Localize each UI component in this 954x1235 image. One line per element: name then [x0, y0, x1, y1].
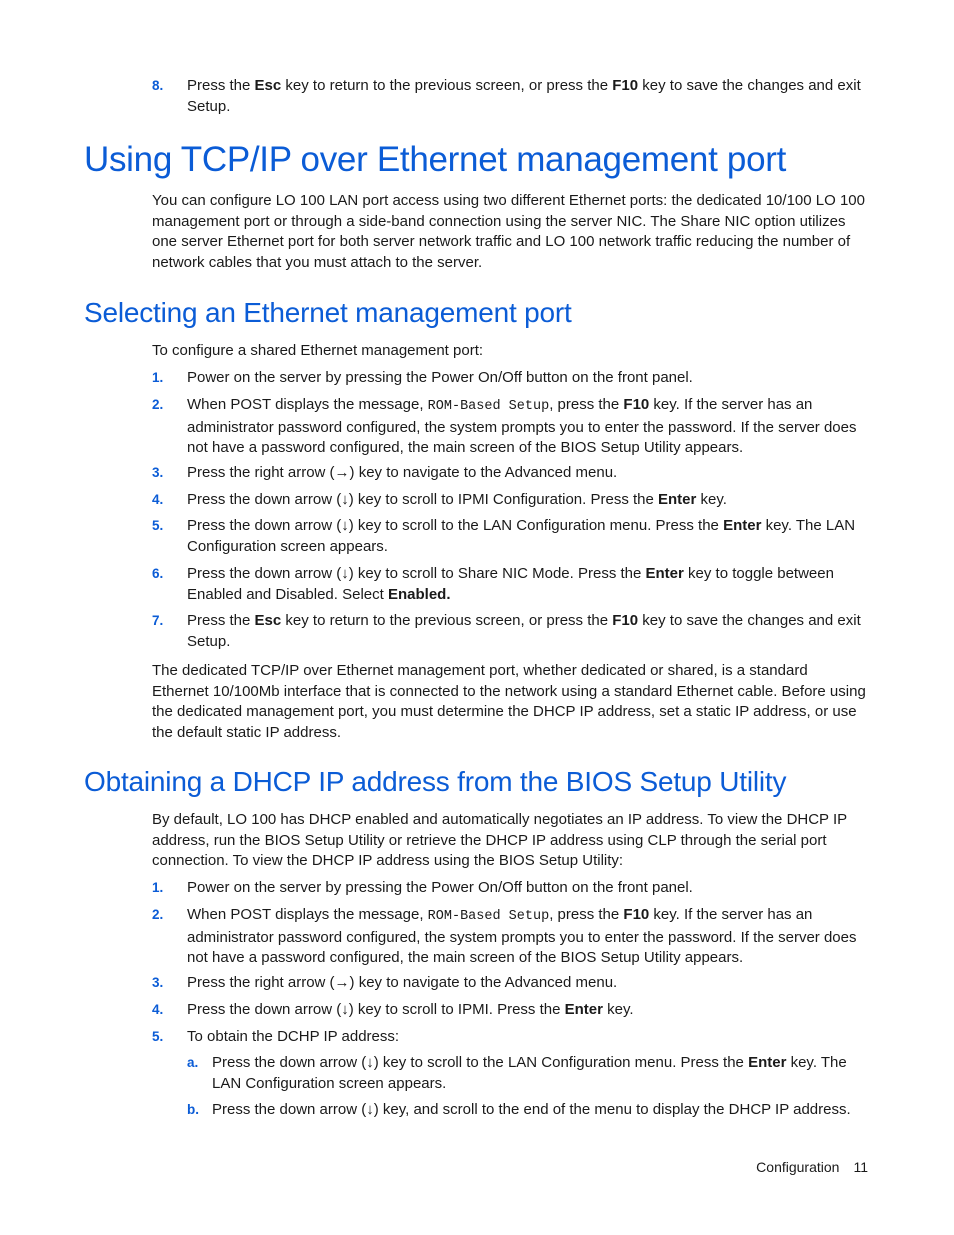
s3-substep-a — [187, 1053, 868, 1094]
key-enter: Enter — [748, 1054, 787, 1071]
step-number: 4. — [152, 1002, 164, 1017]
substep-letter: a. — [187, 1055, 199, 1070]
step-text: Power on the server by pressing the Power On/Off button on the front panel. — [187, 369, 693, 386]
page-number: 11 — [853, 1159, 868, 1175]
step-text: Press the down arrow (↓) key to scroll to IPMI. Press the Enter key. — [187, 1001, 634, 1018]
s3-step-3 — [152, 973, 868, 994]
step-number: 6. — [152, 566, 164, 581]
step-text: Press the down arrow (↓) key to scroll to the LAN Configuration menu. Press the Enter key. The LAN Configuration screen appears. — [187, 517, 856, 555]
s3-step-1 — [152, 878, 868, 899]
s3-step-5 — [152, 1027, 868, 1048]
s3-substep-b — [187, 1100, 868, 1121]
step-text: Press the down arrow (↓) key to scroll to Share NIC Mode. Press the Enter key to toggle between Enabled and Disabled. Select Enabled. — [187, 565, 834, 603]
s2-step-6 — [152, 564, 868, 605]
step-text: Press the down arrow (↓) key to scroll to IPMI Configuration. Press the Enter key. — [187, 491, 727, 508]
s2-step-3 — [152, 463, 868, 484]
step-number: 1. — [152, 880, 164, 895]
step-text: When POST displays the message, ROM-Based Setup, press the F10 key. If the server has an administrator password configured, the system prompts you to enter the password. If the server does not have a password configured, the main screen of the BIOS Setup Utility appears. — [187, 906, 857, 966]
step-number: 8. — [152, 78, 164, 93]
substep-text: Press the down arrow (↓) key, and scroll to the end of the menu to display the DHCP IP address. — [212, 1101, 851, 1118]
substep-text: Press the down arrow (↓) key to scroll to the LAN Configuration menu. Press the Enter key. The LAN Configuration screen appears. — [212, 1054, 847, 1092]
section3-heading: Obtaining a DHCP IP address from the BIOS Setup Utility — [84, 766, 787, 797]
key-esc: Esc — [254, 612, 282, 629]
step-text: To obtain the DCHP IP address: — [187, 1028, 400, 1045]
step-text: Power on the server by pressing the Power On/Off button on the front panel. — [187, 879, 693, 896]
key-f10: F10 — [612, 612, 639, 629]
key-f10: F10 — [612, 77, 639, 94]
s3-step-2 — [152, 905, 868, 969]
substep-letter: b. — [187, 1102, 199, 1117]
key-f10: F10 — [623, 396, 650, 413]
s3-step-4 — [152, 1000, 868, 1021]
step-number: 5. — [152, 518, 164, 533]
step-text: Press the right arrow (→) key to navigate to the Advanced menu. — [187, 974, 618, 991]
code-rom-based-setup: ROM-Based Setup — [427, 909, 550, 924]
s2-step-5 — [152, 516, 868, 557]
footer-section: Configuration — [756, 1159, 840, 1175]
section2-intro: To configure a shared Ethernet management port: — [152, 342, 484, 359]
section3-intro: By default, LO 100 has DHCP enabled and automatically negotiates an IP address. To view the DHCP IP address, run the BIOS Setup Utility or retrieve the DHCP IP address using CLP through the serial port connection. To view the DHCP IP address using the BIOS Setup Utility: — [152, 811, 847, 869]
section1-paragraph: You can configure LO 100 LAN port access using two different Ethernet ports: the dedicated 10/100 LO 100 management port or through a side-band connection using the server NIC. The Share NIC option utilizes one server Ethernet port for both server network traffic and LO 100 network traffic reducing the number of network cables that you must attach to the server. — [152, 192, 865, 271]
step-number: 2. — [152, 907, 164, 922]
s2-step-1 — [152, 368, 868, 389]
step-8 — [152, 76, 868, 117]
s2-step-4 — [152, 490, 868, 511]
step-text: Press the Esc key to return to the previous screen, or press the F10 key to save the changes and exit Setup. — [187, 612, 861, 650]
key-enter: Enter — [645, 565, 684, 582]
s2-step-2 — [152, 395, 868, 459]
step-number: 3. — [152, 975, 164, 990]
step-text: Press the right arrow (→) key to navigate to the Advanced menu. — [187, 464, 618, 481]
key-f10: F10 — [623, 906, 650, 923]
step-number: 1. — [152, 370, 164, 385]
key-esc: Esc — [254, 77, 282, 94]
s2-step-7 — [152, 611, 868, 652]
key-enter: Enter — [723, 517, 762, 534]
key-enter: Enter — [658, 491, 697, 508]
step-text: When POST displays the message, ROM-Based Setup, press the F10 key. If the server has an administrator password configured, the system prompts you to enter the password. If the server does not have a password configured, the main screen of the BIOS Setup Utility appears. — [187, 396, 857, 456]
step-number: 5. — [152, 1029, 164, 1044]
section2-heading: Selecting an Ethernet management port — [84, 297, 572, 328]
section2-outro: The dedicated TCP/IP over Ethernet management port, whether dedicated or shared, is a standard Ethernet 10/100Mb interface that is connected to the network using a standard Ethernet cable. Before using the dedicated management port, you must determine the DHCP IP address, set a static IP address, or use the default static IP address. — [152, 662, 866, 741]
option-enabled: Enabled. — [387, 585, 451, 603]
step-text: Press the Esc key to return to the previous screen, or press the F10 key to save the changes and exit Setup. — [187, 77, 861, 115]
code-rom-based-setup: ROM-Based Setup — [427, 399, 550, 414]
page-footer — [740, 1157, 868, 1177]
step-number: 3. — [152, 465, 164, 480]
step-number: 4. — [152, 492, 164, 507]
key-enter: Enter — [564, 1001, 603, 1018]
step-number: 2. — [152, 397, 164, 412]
page-title: Using TCP/IP over Ethernet management port — [84, 140, 787, 179]
step-number: 7. — [152, 613, 164, 628]
